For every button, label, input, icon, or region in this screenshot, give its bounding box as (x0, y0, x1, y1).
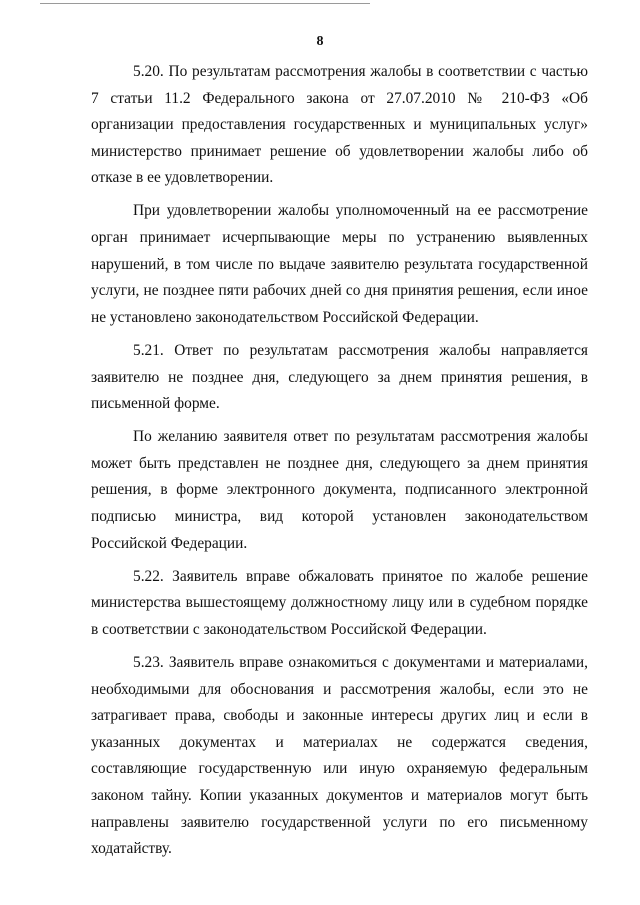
paragraph-5-22: 5.22. Заявитель вправе обжаловать принятое по жалобе решение министерства вышестоящему должностному лицу или в судебном порядке в соответствии с законодательством Российской Федерации. (91, 567, 588, 638)
paragraph-electronic-response: По желанию заявителя ответ по результатам рассмотрения жалобы может быть представлен не позднее дня, следующего за днем принятия решения, в форме электронного документа, подписанного электронной подписью министра, вид которой установлен законодательством Российской Федерации. (91, 428, 588, 552)
paragraph-complaint-satisfaction: При удовлетворении жалобы уполномоченный на ее рассмотрение орган принимает исчерпывающие меры по устранению выявленных нарушений, в том числе по выдаче заявителю результата государственной услуги, не позднее пяти рабочих дней со дня принятия решения, если иное не установлено законодательством Российской Федерации. (91, 202, 588, 326)
paragraph-5-23: 5.23. Заявитель вправе ознакомиться с документами и материалами, необходимыми для обоснования и рассмотрения жалобы, если это не затрагивает права, свободы и законные интересы других лиц и если в указанных документах и материалах не содержатся сведения, составляющие государственную или иную охраняемую федеральным законом тайну. Копии указанных документов и материалов могут быть направлены заявителю государственной услуги по его письменному ходатайству. (91, 653, 588, 858)
page-number: 8 (316, 34, 324, 49)
paragraph-5-20: 5.20. По результатам рассмотрения жалобы в соответствии с частью 7 статьи 11.2 Федерального закона от 27.07.2010 № 210-ФЗ «Об организации предоставления государственных и муниципальных услуг» министерство принимает решение об удовлетворении жалобы либо об отказе в ее удовлетворении. (91, 63, 588, 187)
document-body (91, 59, 588, 869)
paragraph-5-21: 5.21. Ответ по результатам рассмотрения жалобы направляется заявителю не позднее дня, следующего за днем принятия решения, в письменной форме. (91, 341, 588, 413)
top-scan-edge-line (40, 3, 370, 4)
